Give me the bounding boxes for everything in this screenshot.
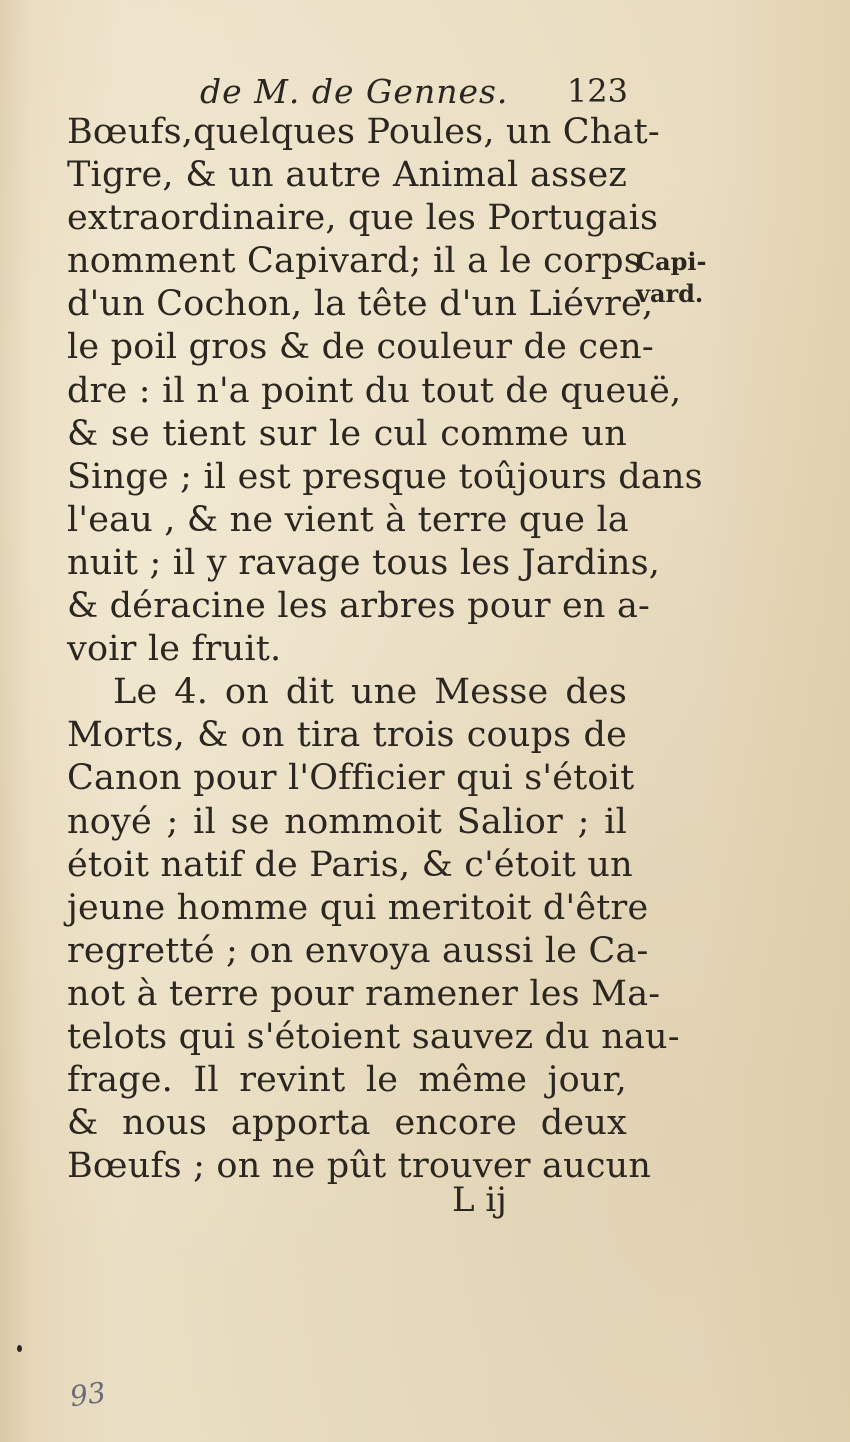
text-line: nomment Capivard; il a le corps: [67, 241, 642, 282]
text-line: & nous apporta encore deux: [67, 1103, 627, 1144]
text-line: frage. Il revint le même jour,: [67, 1060, 627, 1101]
text-line: étoit natif de Paris, & c'étoit un: [67, 844, 633, 885]
text-line: Le 4. on dit une Messe des: [113, 672, 627, 713]
text-line: Bœufs ; on ne pût trouver aucun: [67, 1146, 652, 1187]
text-line: extraordinaire, que les Portugais: [67, 198, 659, 239]
text-line: noyé ; il se nommoit Salior ; il: [67, 801, 627, 842]
text-line: Morts, & on tira trois coups de: [67, 715, 627, 756]
ink-dot: [17, 1345, 22, 1352]
text-line: telots qui s'étoient sauvez du nau-: [67, 1016, 680, 1057]
text-line: & se tient sur le cul comme un: [67, 413, 627, 454]
text-line: nuit ; il y ravage tous les Jardins,: [67, 542, 661, 583]
text-line: not à terre pour ramener les Ma-: [67, 973, 661, 1014]
text-line: Tigre, & un autre Animal assez: [67, 155, 627, 196]
handwritten-folio-number: 93: [67, 1375, 108, 1414]
text-line: Bœufs,quelques Poules, un Chat-: [67, 112, 660, 152]
text-line: le poil gros & de couleur de cen-: [67, 327, 654, 368]
text-line: dre : il n'a point du tout de queuë,: [67, 370, 682, 411]
page-number: 123: [566, 72, 628, 110]
text-line: regretté ; on envoya aussi le Ca-: [67, 930, 649, 971]
margin-note: [636, 246, 707, 310]
margin-note-line: Capi-: [636, 247, 707, 276]
catchword-signature: L ij: [452, 1180, 507, 1220]
text-line: Canon pour l'Officier qui s'étoit: [67, 758, 635, 799]
text-line: jeune homme qui meritoit d'être: [67, 887, 649, 928]
margin-note-line: vard.: [636, 279, 704, 308]
text-line: & déracine les arbres pour en a-: [67, 586, 651, 627]
body-text: [67, 111, 703, 1188]
text-line: voir le fruit.: [67, 629, 282, 670]
text-line: d'un Cochon, la tête d'un Liévre,: [67, 284, 654, 325]
text-line: Singe ; il est presque toûjours dans: [67, 456, 703, 497]
text-line: l'eau , & ne vient à terre que la: [67, 499, 629, 540]
running-title: de M. de Gennes.: [200, 72, 509, 111]
